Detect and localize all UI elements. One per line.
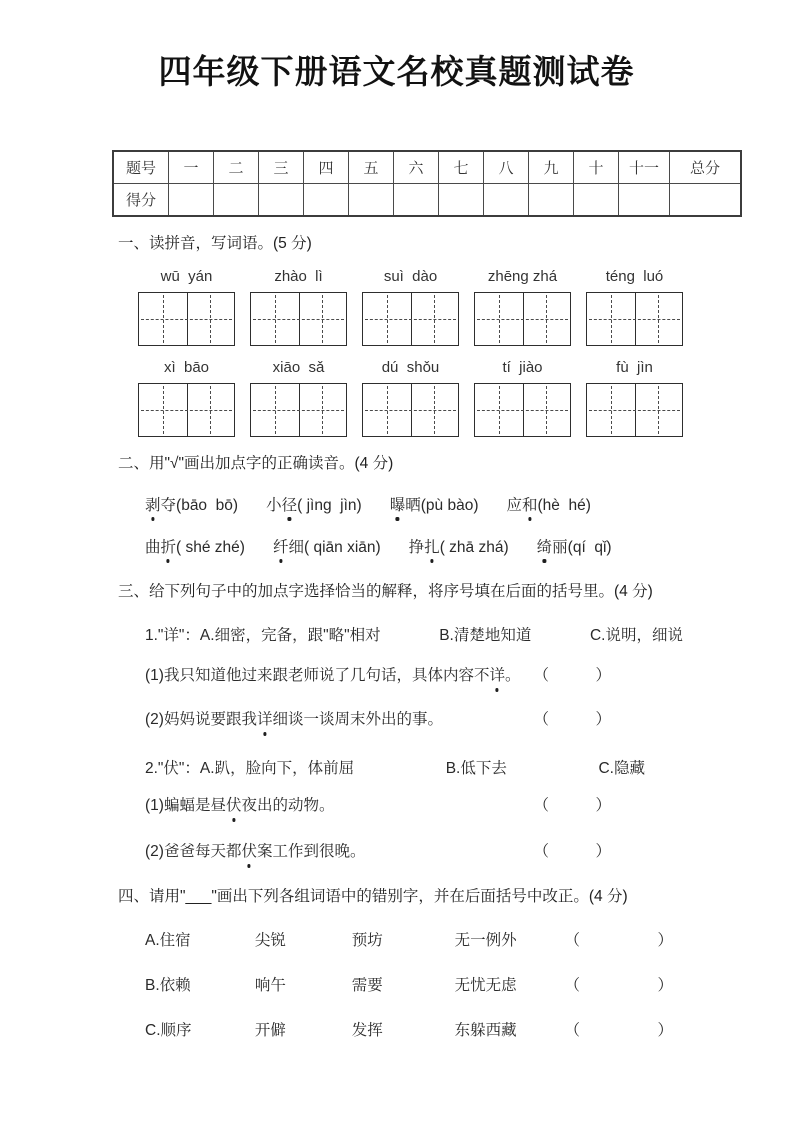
pinyin-label: xiāo sǎ xyxy=(272,358,325,376)
pinyin-grid-group xyxy=(362,359,459,437)
option-a: 2."伏"：A.趴，脸向下，体前屈 xyxy=(145,759,355,777)
score-table-score-row xyxy=(113,183,741,216)
answer-bracket: （ ） xyxy=(564,1021,673,1039)
pinyin-grid-group xyxy=(586,268,683,346)
col-header: 九 xyxy=(529,151,574,184)
reading-options: (qí qǐ) xyxy=(567,538,612,556)
sentence-item xyxy=(145,708,683,732)
reading-options: (pù bào) xyxy=(420,496,479,514)
col-header: 六 xyxy=(394,151,439,184)
word-item: 曲折( shé zhé) xyxy=(145,537,245,559)
pronunciation-items-line-1 xyxy=(145,495,683,517)
answer-bracket: （ ） xyxy=(533,796,611,814)
col-header: 十一 xyxy=(619,151,670,184)
pinyin-grid-group xyxy=(250,268,347,346)
pinyin-grid-group xyxy=(474,359,571,437)
pronunciation-items-line-2 xyxy=(145,537,683,559)
dotted-char: 扎 xyxy=(424,537,440,559)
score-cell xyxy=(484,183,529,216)
score-label: 得分 xyxy=(113,183,169,216)
word: 发挥 xyxy=(351,1021,383,1039)
reading-options: ( zhā zhá) xyxy=(439,538,509,556)
pinyin-label: tí jiào xyxy=(502,358,543,376)
reading-options: (bāo bō) xyxy=(176,496,239,514)
score-cell xyxy=(214,183,259,216)
section3-heading: 三、给下列句子中的加点字选择恰当的解释，将序号填在后面的括号里。(4 分) xyxy=(118,582,653,600)
question-number-label: 题号 xyxy=(113,151,169,184)
score-cell xyxy=(439,183,484,216)
score-cell xyxy=(349,183,394,216)
col-header: 一 xyxy=(169,151,214,184)
definition-options-1 xyxy=(145,625,683,647)
pinyin-grid-row-1 xyxy=(138,268,683,346)
word-item: 剥夺(bāo bō) xyxy=(145,495,238,517)
score-cell xyxy=(574,183,619,216)
score-cell xyxy=(529,183,574,216)
dotted-char: 径 xyxy=(282,495,298,517)
reading-options: (hè hé) xyxy=(537,496,591,514)
writing-grid-box xyxy=(138,292,235,346)
word-item: 曝晒(pù bào) xyxy=(390,495,479,517)
typo-row-a xyxy=(145,929,683,953)
answer-bracket: （ ） xyxy=(533,842,611,860)
reading-options: ( qiān xiān) xyxy=(303,538,381,556)
word: B.依赖 xyxy=(145,976,191,994)
col-header: 二 xyxy=(214,151,259,184)
score-cell xyxy=(394,183,439,216)
writing-grid-box xyxy=(586,292,683,346)
writing-grid-box xyxy=(250,383,347,437)
word: 无一例外 xyxy=(454,931,517,949)
typo-row-c xyxy=(145,1019,683,1043)
page-title: 四年级下册语文名校真题测试卷 xyxy=(158,53,635,90)
score-cell xyxy=(619,183,670,216)
word: 预坊 xyxy=(351,931,383,949)
pinyin-grid-row-2 xyxy=(138,359,683,437)
typo-row-b xyxy=(145,974,683,998)
pinyin-grid-group xyxy=(362,268,459,346)
option-c: C.隐藏 xyxy=(598,759,645,777)
paper-body xyxy=(118,233,683,1043)
score-cell xyxy=(169,183,214,216)
dotted-char: 伏 xyxy=(241,840,257,864)
word: 响午 xyxy=(254,976,286,994)
col-header: 四 xyxy=(304,151,349,184)
score-table-header-row xyxy=(113,151,741,184)
word: A.住宿 xyxy=(145,931,191,949)
col-header: 五 xyxy=(349,151,394,184)
writing-grid-box xyxy=(362,383,459,437)
score-cell xyxy=(259,183,304,216)
sentence-text: (2)爸爸每天都伏案工作到很晚。 xyxy=(145,840,365,864)
pinyin-grid-group xyxy=(474,268,571,346)
word-item: 绮丽(qí qǐ) xyxy=(537,537,612,559)
answer-bracket: （ ） xyxy=(533,666,611,684)
col-header: 八 xyxy=(484,151,529,184)
option-a: 1."详"：A.细密，完备，跟"略"相对 xyxy=(145,626,381,644)
pinyin-label: téng luó xyxy=(605,267,664,285)
word: 无忧无虑 xyxy=(454,976,517,994)
pinyin-label: zhēng zhá xyxy=(487,267,558,285)
pinyin-label: fù jìn xyxy=(616,358,653,376)
sentence-item xyxy=(145,664,683,688)
sentence-text: (1)我只知道他过来跟老师说了几句话，具体内容不详。 xyxy=(145,664,520,688)
pinyin-label: wū yán xyxy=(160,267,213,285)
writing-grid-box xyxy=(474,292,571,346)
section2-heading: 二、用"√"画出加点字的正确读音。(4 分) xyxy=(118,454,394,472)
pinyin-label: zhào lì xyxy=(274,267,323,285)
section1-heading: 一、读拼音，写词语。(5 分) xyxy=(118,234,312,252)
word-item: 应和(hè hé) xyxy=(506,495,590,517)
sentence-item xyxy=(145,794,683,818)
section4-heading: 四、请用"___"画出下列各组词语中的错别字，并在后面括号中改正。(4 分) xyxy=(118,887,628,905)
word: 东躲西藏 xyxy=(454,1021,517,1039)
answer-bracket: （ ） xyxy=(564,976,673,994)
dotted-char: 折 xyxy=(161,537,177,559)
pinyin-label: suì dào xyxy=(383,267,438,285)
writing-grid-box xyxy=(474,383,571,437)
writing-grid-box xyxy=(250,292,347,346)
dotted-char: 详 xyxy=(489,664,505,688)
reading-options: ( jìng jìn) xyxy=(297,496,362,514)
dotted-char: 详 xyxy=(257,708,273,732)
word-item: 纤细( qiān xiān) xyxy=(273,537,381,559)
pinyin-label: xì bāo xyxy=(163,358,210,376)
score-cell xyxy=(304,183,349,216)
sentence-text: (2)妈妈说要跟我详细谈一谈周末外出的事。 xyxy=(145,708,443,732)
pinyin-grid-group xyxy=(586,359,683,437)
dotted-char: 伏 xyxy=(226,794,242,818)
option-b: B.低下去 xyxy=(445,759,507,777)
word-item: 挣扎( zhā zhá) xyxy=(409,537,509,559)
dotted-char: 绮 xyxy=(537,537,553,559)
sentence-item xyxy=(145,840,683,864)
pinyin-label: dú shǒu xyxy=(381,358,440,376)
score-table xyxy=(112,150,742,217)
writing-grid-box xyxy=(586,383,683,437)
col-header: 三 xyxy=(259,151,304,184)
dotted-char: 和 xyxy=(522,495,538,517)
answer-bracket: （ ） xyxy=(564,931,673,949)
col-header: 七 xyxy=(439,151,484,184)
answer-bracket: （ ） xyxy=(533,710,611,728)
col-header: 十 xyxy=(574,151,619,184)
total-score-header: 总分 xyxy=(670,151,742,184)
writing-grid-box xyxy=(138,383,235,437)
word: 需要 xyxy=(351,976,383,994)
sentence-text: (1)蝙蝠是昼伏夜出的动物。 xyxy=(145,794,334,818)
option-c: C.说明，细说 xyxy=(589,626,683,644)
reading-options: ( shé zhé) xyxy=(176,538,245,556)
word: 尖锐 xyxy=(254,931,286,949)
word: 开僻 xyxy=(254,1021,286,1039)
writing-grid-box xyxy=(362,292,459,346)
option-b: B.清楚地知道 xyxy=(439,626,532,644)
word-item: 小径( jìng jìn) xyxy=(266,495,362,517)
dotted-char: 曝 xyxy=(390,495,406,517)
definition-options-2 xyxy=(145,758,683,780)
dotted-char: 剥 xyxy=(145,495,161,517)
pinyin-grid-group xyxy=(138,359,235,437)
pinyin-grid-group xyxy=(250,359,347,437)
word: C.顺序 xyxy=(145,1021,192,1039)
dotted-char: 纤 xyxy=(273,537,289,559)
total-score-cell xyxy=(670,183,742,216)
pinyin-grid-group xyxy=(138,268,235,346)
